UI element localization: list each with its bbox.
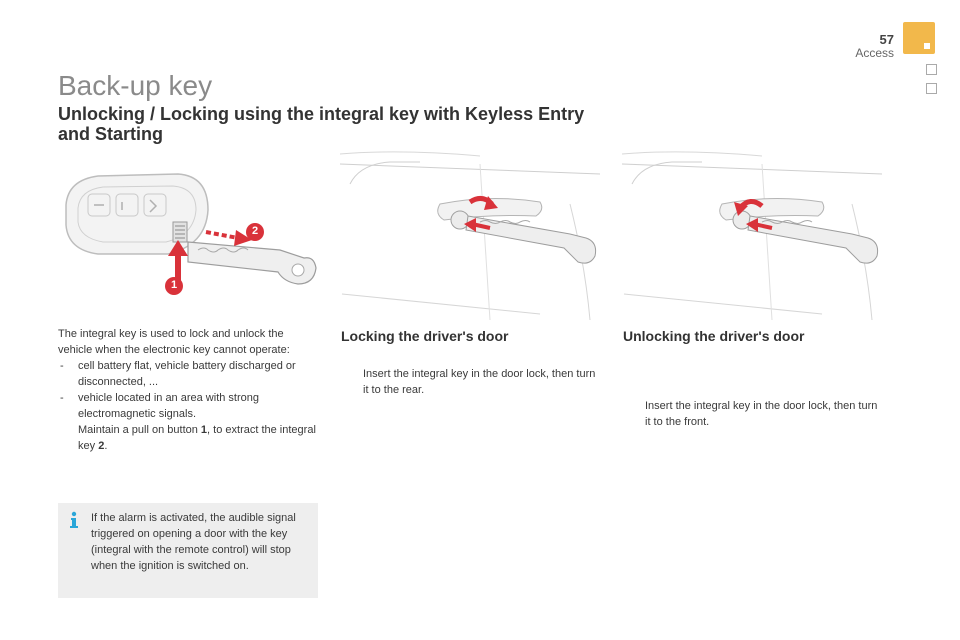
locking-step-text: Insert the integral key in the door lock, then turn it to the rear. xyxy=(363,368,596,396)
unlocking-door-illustration xyxy=(622,144,884,320)
action-text-suffix: . xyxy=(104,440,108,452)
unlocking-door-drawing xyxy=(622,144,884,320)
key-extraction-drawing xyxy=(58,150,320,318)
list-item-text: vehicle located in an area with strong electromagnetic signals. xyxy=(78,392,259,420)
list-item xyxy=(58,358,320,390)
callout-2: 2 xyxy=(251,225,259,237)
page-title: Back-up key xyxy=(58,70,213,101)
locking-door-drawing xyxy=(340,144,602,320)
section-tab-empty[interactable] xyxy=(926,64,937,75)
unlocking-heading: Unlocking the driver's door xyxy=(623,328,805,344)
list-item-text: cell battery flat, vehicle battery discharged or disconnected, ... xyxy=(78,360,296,388)
action-text-prefix: Maintain a pull on button xyxy=(78,424,201,436)
locking-heading: Locking the driver's door xyxy=(341,328,509,344)
info-icon xyxy=(67,511,81,529)
section-tab-active[interactable] xyxy=(903,22,935,54)
list-bullet: - xyxy=(60,360,64,372)
unlocking-step xyxy=(623,398,885,430)
info-box xyxy=(58,503,318,598)
section-tab-empty[interactable] xyxy=(926,83,937,94)
list-bullet: - xyxy=(60,392,64,404)
page-subtitle: Unlocking / Locking using the integral key with Keyless Entry and Starting xyxy=(58,104,585,144)
info-text: If the alarm is activated, the audible signal triggered on opening a door with the key (integral with the remote control) will stop when the ignition is switched on. xyxy=(91,512,296,572)
callout-1: 1 xyxy=(170,279,178,291)
key-number: 2 xyxy=(98,440,105,452)
key-extraction-illustration xyxy=(58,150,320,318)
intro-section xyxy=(58,326,320,454)
intro-paragraph: The integral key is used to lock and unlock the vehicle when the electronic key cannot operate: xyxy=(58,328,290,356)
locking-step xyxy=(341,366,603,398)
page-number: 57 xyxy=(879,32,894,47)
list-item xyxy=(58,390,320,422)
locking-door-illustration xyxy=(340,144,602,320)
unlocking-step-text: Insert the integral key in the door lock, then turn it to the front. xyxy=(645,400,878,428)
conditions-list xyxy=(58,358,320,454)
action-text-middle: , to extract the integral key xyxy=(78,424,316,452)
button-number: 1 xyxy=(200,424,208,436)
action-item xyxy=(58,422,320,454)
section-label: Access xyxy=(855,46,894,60)
